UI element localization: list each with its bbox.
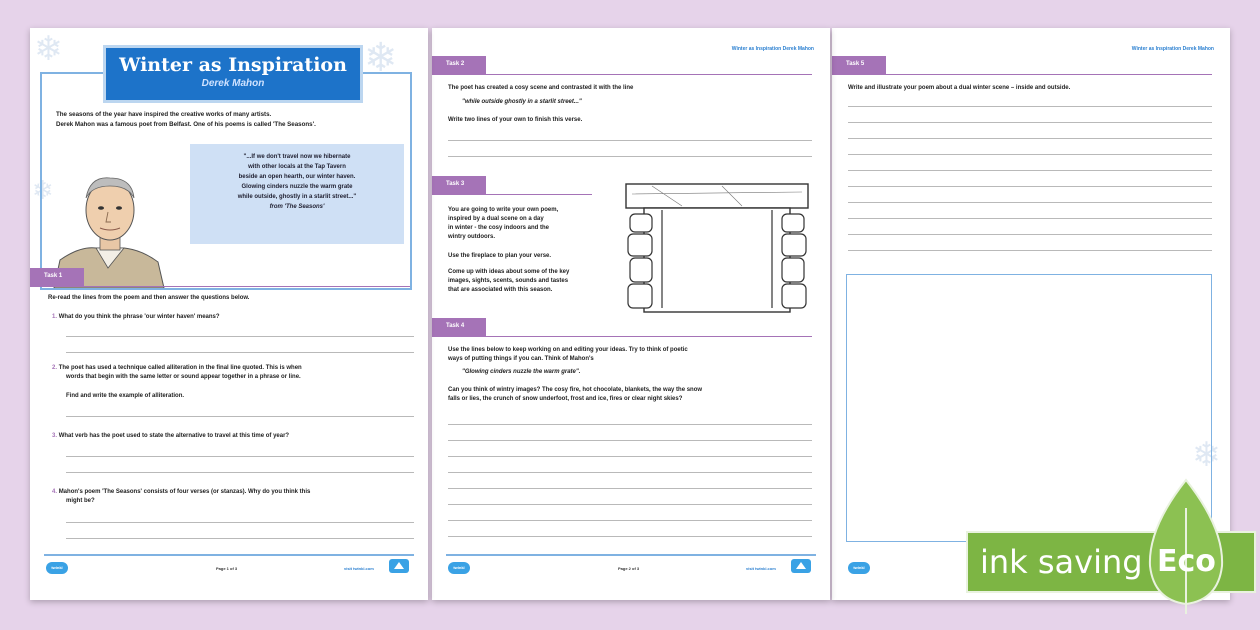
task-3-text bbox=[448, 206, 558, 242]
fireplace-illustration[interactable] bbox=[622, 180, 812, 318]
snowflake-icon: ❄ bbox=[32, 176, 54, 206]
answer-line[interactable] bbox=[448, 504, 812, 505]
question-text: might be? bbox=[66, 498, 95, 504]
poem-quote-box bbox=[190, 144, 404, 244]
task-3-ideas bbox=[448, 268, 569, 295]
page-number: Page 2 of 3 bbox=[618, 566, 640, 571]
answer-line[interactable] bbox=[66, 352, 414, 353]
answer-line[interactable] bbox=[448, 488, 812, 489]
ink-saving-label: ink saving bbox=[980, 543, 1143, 581]
task-4-text: Can you think of wintry images? The cosy fire, hot chocolate, blankets, the way the snow bbox=[448, 387, 703, 393]
question-4 bbox=[52, 488, 310, 497]
answer-line[interactable] bbox=[848, 186, 1212, 187]
page-title: Winter as Inspiration bbox=[119, 54, 347, 76]
answer-line[interactable] bbox=[848, 122, 1212, 123]
twinkl-logo: twinkl bbox=[46, 562, 68, 574]
answer-line[interactable] bbox=[848, 234, 1212, 235]
task-5-instruction: Write and illustrate your poem about a dual winter scene – inside and outside. bbox=[848, 85, 1071, 91]
answer-line[interactable] bbox=[848, 106, 1212, 107]
answer-line[interactable] bbox=[66, 472, 414, 473]
task-1-tab: Task 1 bbox=[30, 268, 84, 286]
task-3-idea-line: Come up with ideas about some of the key bbox=[448, 269, 570, 275]
task-2-quote: "while outside ghostly in a starlit street..." bbox=[462, 99, 582, 105]
twinkl-logo: twinkl bbox=[848, 562, 870, 574]
website-link[interactable]: visit twinkl.com bbox=[746, 566, 776, 571]
answer-line[interactable] bbox=[848, 154, 1212, 155]
question-text: words that begin with the same letter or sound appear together in a phrase or line. bbox=[66, 374, 301, 380]
question-number: 1. bbox=[52, 314, 58, 320]
task-4-text: falls or lies, the crunch of snow underfoot, frost and ice, fires or clear night skies? bbox=[448, 396, 683, 402]
answer-line[interactable] bbox=[448, 140, 812, 141]
task-3-line: wintry outdoors. bbox=[448, 234, 495, 240]
question-text: The poet has used a technique called alliteration in the final line quoted. This is when bbox=[58, 365, 302, 371]
task-4-text: ways of putting things if you can. Think of Mahon's bbox=[448, 356, 594, 362]
answer-line[interactable] bbox=[848, 202, 1212, 203]
question-text: What verb has the poet used to state the alternative to travel at this time of year? bbox=[58, 433, 290, 439]
title-banner bbox=[106, 48, 360, 100]
answer-line[interactable] bbox=[66, 336, 414, 337]
question-number: 4. bbox=[52, 489, 58, 495]
task-3-fireplace-text: Use the fireplace to plan your verse. bbox=[448, 253, 552, 259]
quote-line: while outside, ghostly in a starlit street..." bbox=[237, 194, 357, 200]
task-3-line: in winter - the cosy indoors and the bbox=[448, 225, 550, 231]
task-4-quote: "Glowing cinders nuzzle the warm grate". bbox=[462, 369, 581, 375]
task-3-line: You are going to write your own poem, bbox=[448, 207, 559, 213]
question-number: 2. bbox=[52, 365, 58, 371]
answer-line[interactable] bbox=[848, 170, 1212, 171]
question-text: Find and write the example of alliteration. bbox=[66, 393, 185, 399]
answer-line[interactable] bbox=[448, 472, 812, 473]
quote-source: from 'The Seasons' bbox=[269, 204, 325, 210]
task-5-tab: Task 5 bbox=[832, 56, 886, 74]
task-divider bbox=[30, 286, 410, 287]
answer-line[interactable] bbox=[448, 424, 812, 425]
snowflake-icon: ❄ bbox=[1192, 435, 1221, 475]
page-subtitle: Derek Mahon bbox=[201, 78, 265, 89]
task-divider bbox=[432, 74, 812, 75]
task-3-tab: Task 3 bbox=[432, 176, 486, 194]
question-3 bbox=[52, 432, 289, 441]
task-1-instruction: Re-read the lines from the poem and then answer the questions below. bbox=[48, 295, 250, 301]
answer-line[interactable] bbox=[66, 456, 414, 457]
question-number: 3. bbox=[52, 433, 58, 439]
answer-line[interactable] bbox=[448, 520, 812, 521]
intro-line: Derek Mahon was a famous poet from Belfast. One of his poems is called 'The Seasons'. bbox=[56, 121, 316, 128]
task-divider bbox=[432, 194, 592, 195]
snowflake-icon: ❄ bbox=[364, 35, 398, 81]
question-1 bbox=[52, 313, 220, 322]
answer-line[interactable] bbox=[448, 156, 812, 157]
task-2-instruction: Write two lines of your own to finish this verse. bbox=[448, 117, 583, 123]
answer-line[interactable] bbox=[848, 250, 1212, 251]
task-3-idea-line: that are associated with this season. bbox=[448, 287, 553, 293]
task-divider bbox=[832, 74, 1212, 75]
snowflake-icon: ❄ bbox=[34, 29, 63, 69]
answer-line[interactable] bbox=[66, 538, 414, 539]
answer-line[interactable] bbox=[848, 218, 1212, 219]
task-3-idea-line: images, sights, scents, sounds and tastes bbox=[448, 278, 569, 284]
answer-line[interactable] bbox=[848, 138, 1212, 139]
quote-line: beside an open hearth, our winter haven. bbox=[238, 174, 356, 180]
website-link[interactable]: visit twinkl.com bbox=[344, 566, 374, 571]
eco-label: Eco bbox=[1157, 544, 1216, 579]
question-text: What do you think the phrase 'our winter haven' means? bbox=[58, 314, 220, 320]
award-badge-icon bbox=[388, 558, 410, 574]
award-badge-icon bbox=[790, 558, 812, 574]
twinkl-logo: twinkl bbox=[448, 562, 470, 574]
quote-line: "...If we don't travel now we hibernate bbox=[243, 154, 351, 160]
footer-divider bbox=[44, 554, 414, 556]
intro-text bbox=[56, 110, 406, 130]
answer-line[interactable] bbox=[448, 536, 812, 537]
task-4-text: Use the lines below to keep working on and editing your ideas. Try to think of poetic bbox=[448, 347, 688, 353]
question-text: Mahon's poem 'The Seasons' consists of four verses (or stanzas). Why do you think this bbox=[58, 489, 311, 495]
task-divider bbox=[432, 336, 812, 337]
answer-line[interactable] bbox=[66, 416, 414, 417]
answer-line[interactable] bbox=[448, 456, 812, 457]
task-2-text: The poet has created a cosy scene and contrasted it with the line bbox=[448, 85, 634, 91]
quote-line: Glowing cinders nuzzle the warm grate bbox=[241, 184, 353, 190]
worksheet-page-1 bbox=[30, 28, 428, 600]
answer-line[interactable] bbox=[448, 440, 812, 441]
question-2 bbox=[52, 364, 302, 373]
running-header: Winter as Inspiration Derek Mahon bbox=[731, 46, 814, 52]
page-number: Page 1 of 3 bbox=[216, 566, 238, 571]
intro-line: The seasons of the year have inspired the creative works of many artists. bbox=[56, 111, 272, 118]
running-header: Winter as Inspiration Derek Mahon bbox=[1131, 46, 1214, 52]
task-2-tab: Task 2 bbox=[432, 56, 486, 74]
answer-line[interactable] bbox=[66, 522, 414, 523]
worksheet-page-2 bbox=[432, 28, 830, 600]
task-4-tab: Task 4 bbox=[432, 318, 486, 336]
footer-divider bbox=[446, 554, 816, 556]
quote-line: with other locals at the Tap Tavern bbox=[248, 164, 346, 170]
task-3-line: inspired by a dual scene on a day bbox=[448, 216, 544, 222]
